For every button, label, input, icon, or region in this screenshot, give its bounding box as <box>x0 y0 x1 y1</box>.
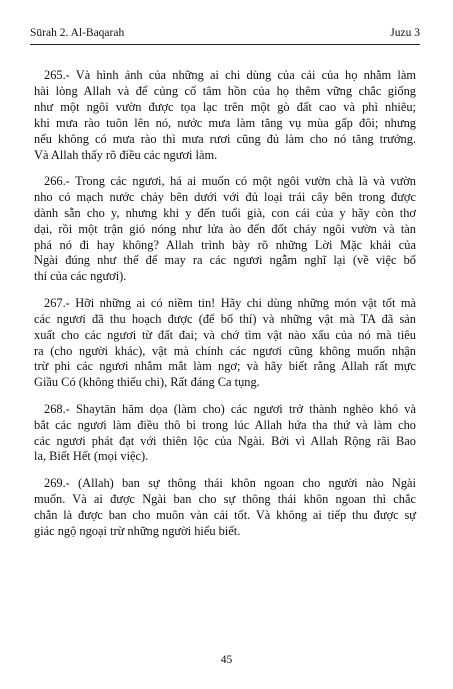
verse-line: 266.- Trong các ngươi, há ai muốn có một ngôi vườn chà là và vườn <box>44 173 416 188</box>
verse-line: 265.- Và hình ảnh của những ai chi dùng của cải của họ nhằm làm <box>44 68 416 82</box>
verse-line: Và Allah thấy rõ điều các ngươi làm. <box>34 147 218 162</box>
verse-line: hài lòng Allah và để củng cố tâm hồn của họ thêm vững chắc giống <box>34 83 416 98</box>
verse-line: 267.- Hỡi những ai có niềm tin! Hãy chi dùng những món vật tốt mà <box>44 295 416 310</box>
verse-line: chắn là được ban cho muôn vàn cái tốt. Và không ai tiếp thu được sự <box>34 507 416 522</box>
verse-line: ra (cho người khác), vật mà chính các ngươi cũng không muốn nhận <box>34 343 416 358</box>
verse-line: nếu không có mưa rào thì mưa rươi cũng đủ làm cho nó tăng trưởng. <box>34 131 416 146</box>
verse-paragraph <box>34 68 416 163</box>
header-rule <box>30 44 420 45</box>
verse-line: như một ngôi vườn được tọa lạc trên một gò đất cao và phì nhiêu; <box>34 99 416 114</box>
running-header <box>30 26 420 40</box>
verse-line: các ngươi phát đạt với thiên lộc của Ngài. Bởi vì Allah Rộng rãi Bao <box>34 433 416 448</box>
verse-line: 269.- (Allah) ban sự thông thái khôn ngoan cho người nào Ngài <box>44 475 416 490</box>
verse-line: giác ngộ ngoại trừ những người hiểu biết. <box>34 523 241 538</box>
verse-line: dại, rồi một trận gió nóng như lửa ào đến đốt cháy ngôi vườn và tàn <box>34 221 416 236</box>
verse-line: xuất cho các ngươi từ đất đai; và chớ tìm vật nào xấu của nó mà tiêu <box>34 327 416 342</box>
verse-line: thí của các ngươi). <box>34 269 127 284</box>
page-number: 45 <box>220 654 233 666</box>
verse-paragraph <box>34 402 416 466</box>
verse-line: phá nó đi hay không? Allah trình bày rõ những Lời Mặc khải của <box>34 237 416 252</box>
verse-paragraph <box>34 174 416 285</box>
verse-line: trừ phi các ngươi nhắm mắt làm ngơ; và hãy biết rằng Allah rất mực <box>34 359 416 374</box>
verse-line: các ngươi đã thu hoạch được (để bố thí) và những vật mà TA đã sản <box>34 311 416 326</box>
verse-line: khi mưa rào tuôn lên nó, nước mưa làm tăng vụ mùa gấp đôi; nhưng <box>34 115 416 130</box>
verse-line: muốn. Và ai được Ngài ban cho sự thông thái khôn ngoan thì chắc <box>34 491 416 506</box>
verse-line: 268.- Shaytān hăm dọa (làm cho) các ngươi trở thành nghèo khó và <box>44 401 416 416</box>
verse-line: Giầu Có (không thiếu chi), Rất đáng Ca tụng. <box>34 375 260 390</box>
verse-paragraph <box>34 296 416 391</box>
verse-paragraph <box>34 476 416 540</box>
verse-line: la, Biết Hết (mọi việc). <box>34 449 149 464</box>
verse-line: bắt các ngươi làm điều thô bỉ trong lúc Allah hứa tha thứ và làm cho <box>34 417 416 432</box>
verse-line: nho có mạch nước chảy bên dưới với đủ loại trái cây bên trong được <box>34 189 416 204</box>
verse-text-body <box>34 68 416 550</box>
surah-title: Sūrah 2. Al-Baqarah <box>30 27 125 39</box>
juz-label: Juzu 3 <box>390 27 420 39</box>
verse-line: dành sẵn cho y, nhưng khi y đến tuổi già, con cái của y hãy còn thơ <box>34 205 416 220</box>
verse-line: Ngài đúng như thế để may ra các ngươi ngẫm nghĩ lại (về việc bố <box>34 253 416 268</box>
